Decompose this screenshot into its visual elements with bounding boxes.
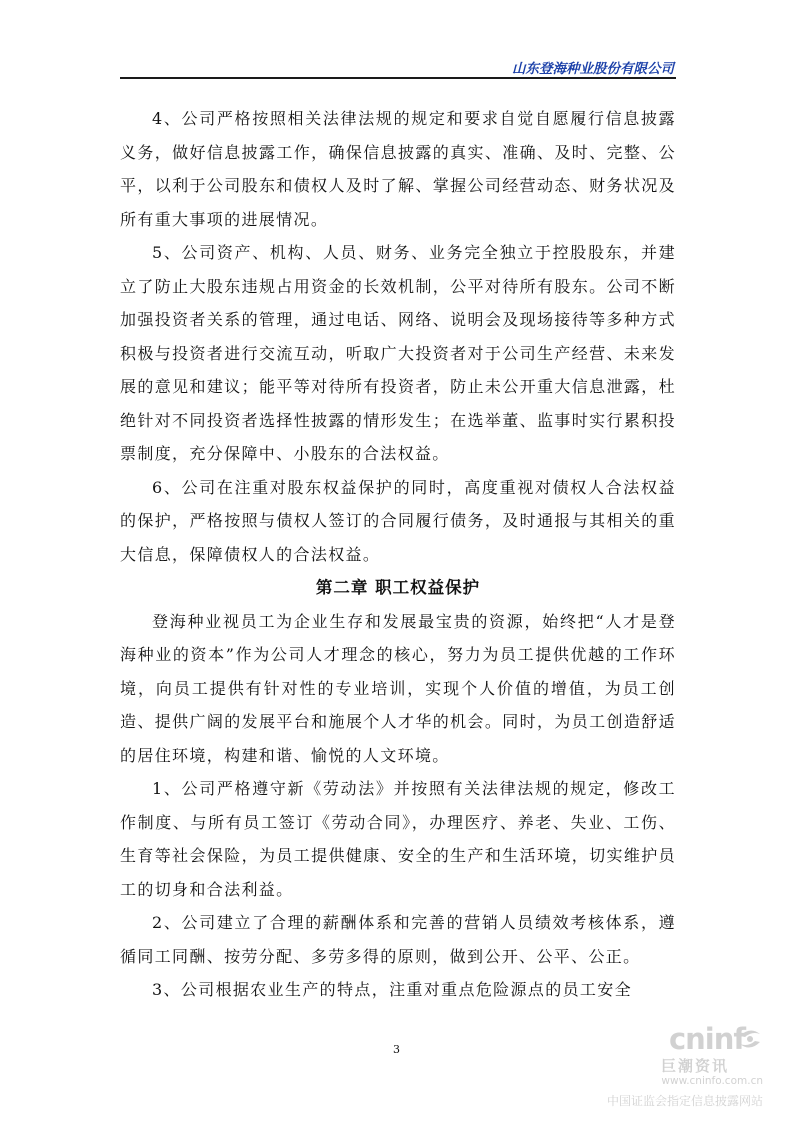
company-name: 山东登海种业股份有限公司 [512, 61, 674, 77]
watermark-tagline: 中国证监会指定信息披露网站 [606, 1094, 763, 1108]
watermark-logo: cninf [668, 1022, 745, 1056]
chapter-title: 第二章 职工权益保护 [315, 578, 481, 597]
paragraph-item-4: 4、公司严格按照相关法律法规的规定和要求自觉自愿履行信息披露义务，做好信息披露工作，确保信息披露的真实、准确、及时、完整、公平，以利于公司股东和债权人及时了解、掌握公司经营动态、财务状况及所有重大事项的进展情况。 [120, 109, 676, 229]
swirl-icon [737, 1028, 763, 1050]
paragraph-employee-1: 1、公司严格遵守新《劳动法》并按照有关法律法规的规定，修改工作制度、与所有员工签订《劳动合同》，办理医疗、养老、失业、工伤、生育等社会保险，为员工提供健康、安全的生产和生活环境，切实维护员工的切身和合法利益。 [120, 779, 676, 899]
watermark-cn-name: 巨潮资讯 [660, 1057, 729, 1075]
cninfo-watermark [603, 1022, 763, 1114]
paragraph-intro: 登海种业视员工为企业生存和发展最宝贵的资源，始终把“人才是登海种业的资本”作为公司人才理念的核心，努力为员工提供优越的工作环境，向员工提供有针对性的专业培训，实现个人价值的增值，为员工创造、提供广阔的发展平台和施展个人才华的机会。同时，为员工创造舒适的居住环境，构建和谐、愉悦的人文环境。 [120, 611, 676, 765]
paragraph-employee-3: 3、公司根据农业生产的特点，注重对重点危险源点的员工安全 [152, 980, 632, 999]
page-number: 3 [393, 1043, 400, 1056]
paragraph-item-6: 6、公司在注重对股东权益保护的同时，高度重视对债权人合法权益的保护，严格按照与债权人签订的合同履行债务，及时通报与其相关的重大信息，保障债权人的合法权益。 [120, 477, 676, 564]
paragraph-employee-2: 2、公司建立了合理的薪酬体系和完善的营销人员绩效考核体系，遵循同工同酬、按劳分配、多劳多得的原则，做到公开、公平、公正。 [120, 913, 676, 966]
document-body [120, 102, 676, 1007]
watermark-url: www.cninfo.com.cn [661, 1075, 763, 1087]
paragraph-item-5: 5、公司资产、机构、人员、财务、业务完全独立于控股股东，并建立了防止大股东违规占用资金的长效机制，公平对待所有股东。公司不断加强投资者关系的管理，通过电话、网络、说明会及现场接待等多种方式积极与投资者进行交流互动，听取广大投资者对于公司生产经营、未来发展的意见和建议；能平等对待所有投资者，防止未公开重大信息泄露，杜绝针对不同投资者选择性披露的情形发生；在选举董、监事时实行累积投票制度，充分保障中、小股东的合法权益。 [120, 243, 676, 463]
page-header [120, 57, 676, 79]
